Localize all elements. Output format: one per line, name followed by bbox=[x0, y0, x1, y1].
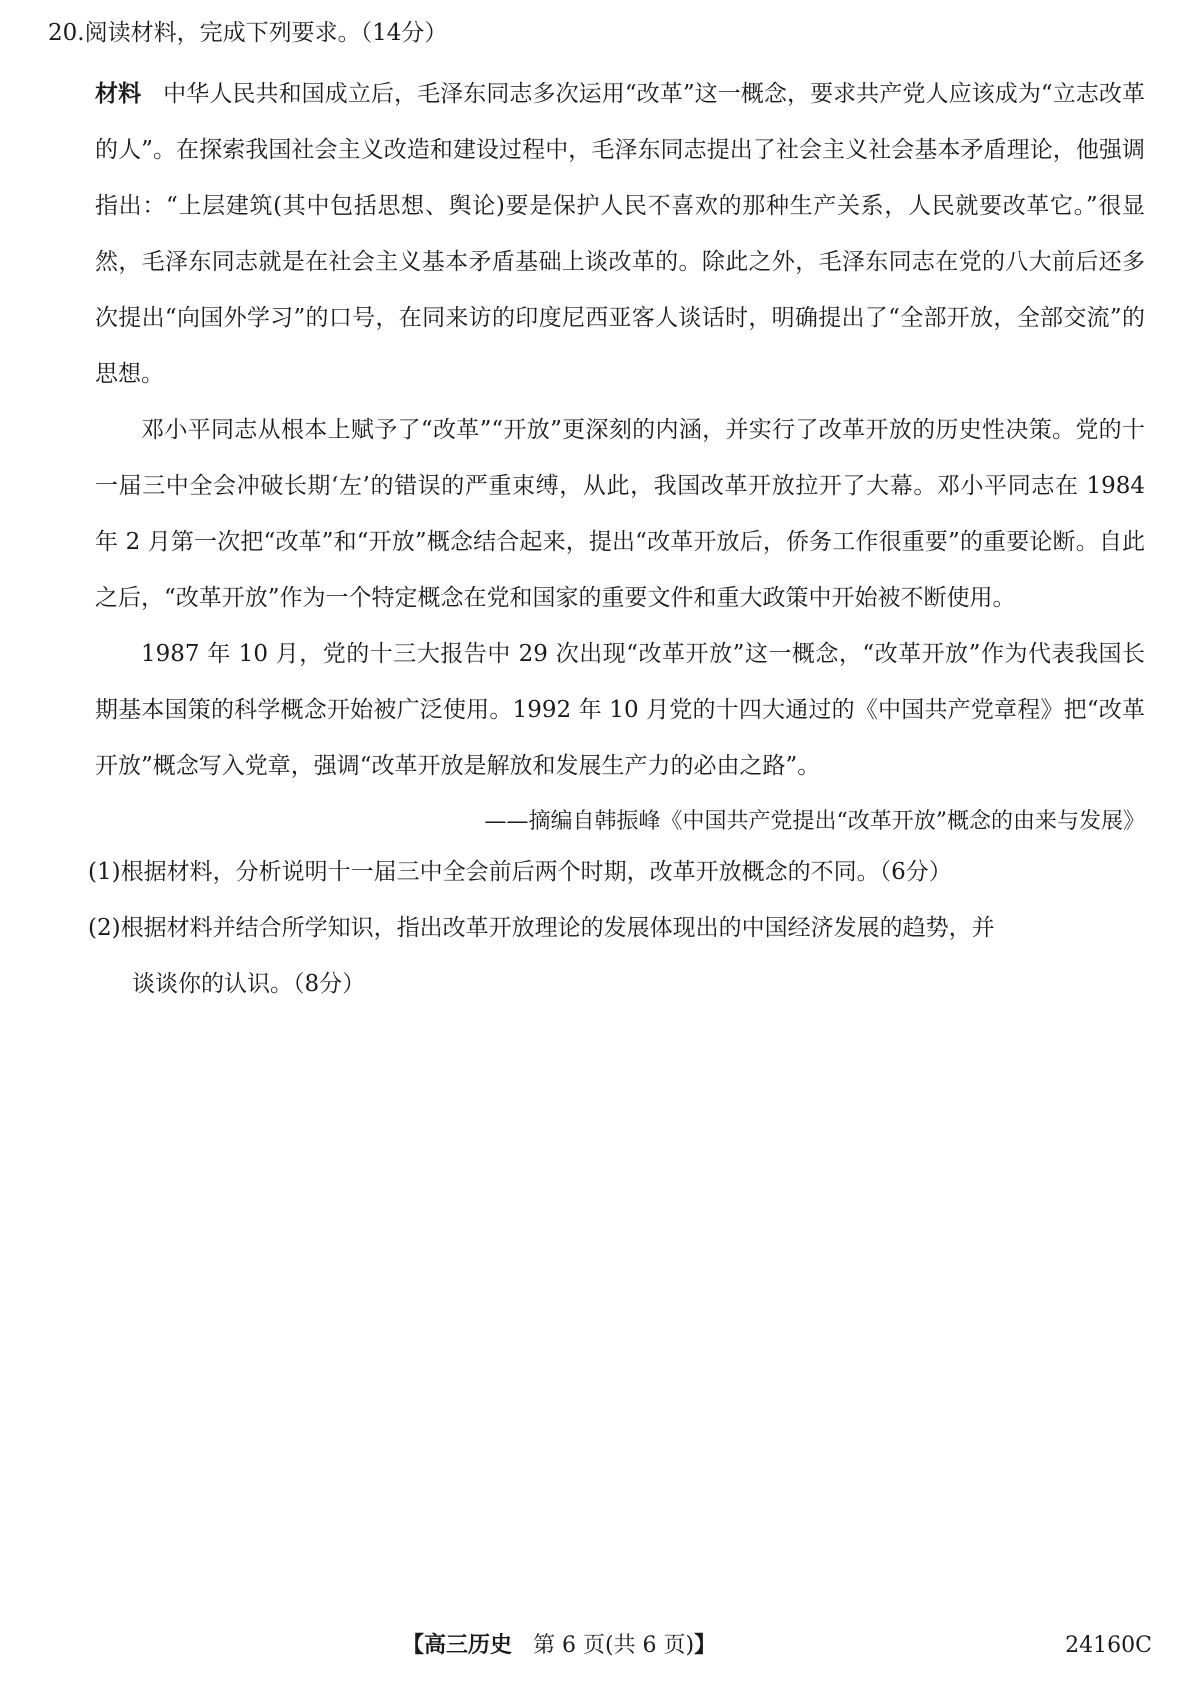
footer-page-info: 第 6 页(共 6 页) bbox=[533, 1633, 695, 1658]
material-paragraph-1 bbox=[95, 66, 1145, 402]
page-footer bbox=[0, 1626, 1200, 1666]
sub-question-2-continuation: 谈谈你的认识。（8分） bbox=[132, 971, 366, 997]
footer-page-label bbox=[402, 1626, 716, 1666]
material-paragraph-2: 邓小平同志从根本上赋予了“改革”“开放”更深刻的内涵，并实行了改革开放的历史性决策。党的十一届三中全会冲破长期‘左’的错误的严重束缚，从此，我国改革开放拉开了大幕。邓小平同志在 1984 年 2 月第一次把“改革”和“开放”概念结合起来，提出“改革开放后，侨务工作很重要”的重要论断。自此之后，“改革开放”作为一个特定概念在党和国家的重要文件和重大政策中开始被不断使用。 bbox=[95, 417, 1145, 611]
sub-question-2-text: (2)根据材料并结合所学知识，指出改革开放理论的发展体现出的中国经济发展的趋势，并 bbox=[88, 915, 995, 941]
sub-question-1 bbox=[88, 844, 1148, 900]
material-label: 材料 bbox=[95, 81, 142, 107]
material-source: ——摘编自韩振峰《中国共产党提出“改革开放”概念的由来与发展》 bbox=[484, 809, 1145, 834]
sub-question-1-text: (1)根据材料，分析说明十一届三中全会前后两个时期，改革开放概念的不同。（6分） bbox=[88, 859, 952, 885]
question-header: 20.阅读材料，完成下列要求。（14分） bbox=[48, 20, 448, 46]
sub-question-2 bbox=[88, 900, 1148, 1012]
material-block bbox=[95, 66, 1145, 850]
footer-exam-code: 24160C bbox=[1065, 1633, 1152, 1658]
material-paragraph-1-text: 中华人民共和国成立后，毛泽东同志多次运用“改革”这一概念，要求共产党人应该成为“立志改革的人”。在探索我国社会主义改造和建设过程中，毛泽东同志提出了社会主义社会基本矛盾理论，他强调指出：“上层建筑(其中包括思想、舆论)要是保护人民不喜欢的那种生产关系，人民就要改革它。”很显然，毛泽东同志就是在社会主义基本矛盾基础上谈改革的。除此之外，毛泽东同志在党的八大前后还多次提出“向国外学习”的口号，在同来访的印度尼西亚客人谈话时，明确提出了“全部开放，全部交流”的思想。 bbox=[95, 81, 1146, 387]
footer-subject: 【高三历史 bbox=[402, 1633, 513, 1658]
footer-close-bracket: 】 bbox=[694, 1633, 717, 1658]
material-paragraph-3: 1987 年 10 月，党的十三大报告中 29 次出现“改革开放”这一概念，“改革开放”作为代表我国长期基本国策的科学概念开始被广泛使用。1992 年 10 月党的十四大通过的《中国共产党章程》把“改革开放”概念写入党章，强调“改革开放是解放和发展生产力的必由之路”。 bbox=[95, 641, 1145, 779]
